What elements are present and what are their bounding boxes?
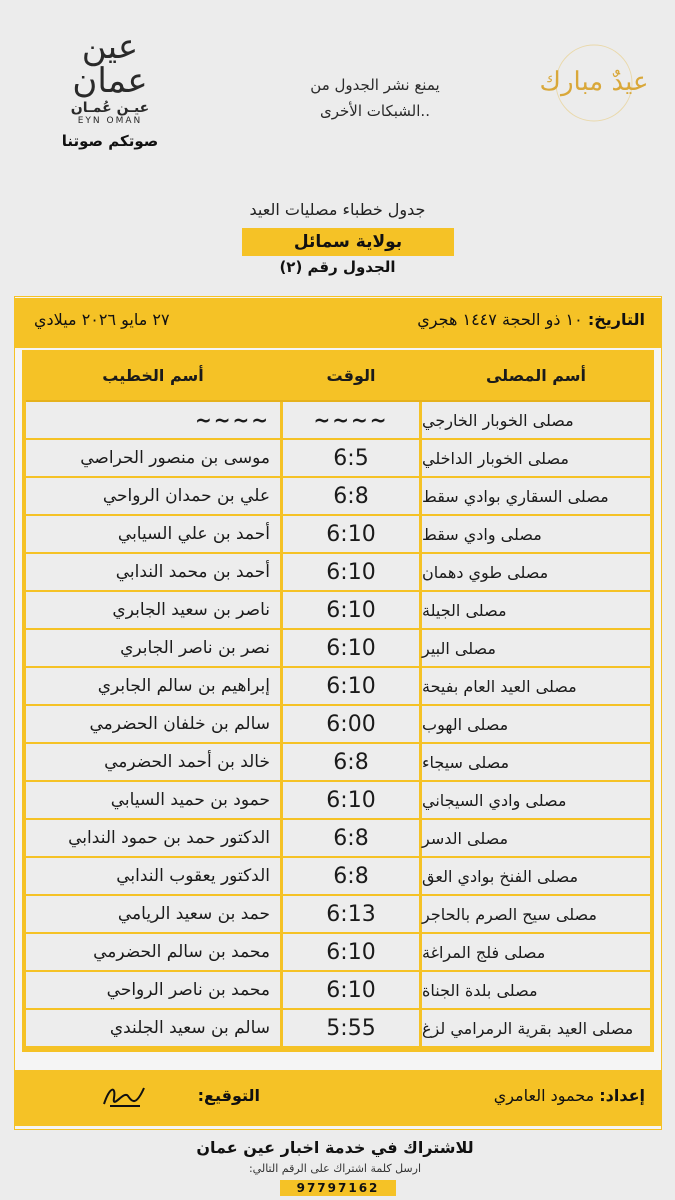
- signature-scribble: [100, 1080, 150, 1112]
- table-row: [26, 782, 650, 820]
- hijri-date: [300, 310, 645, 329]
- khatib-cell: محمد بن ناصر الرواحي: [106, 980, 270, 1000]
- mosque-cell: مصلى السقاري بوادي سقط: [422, 486, 609, 506]
- brand-logo-text: عين عمان: [72, 27, 148, 101]
- time-cell: 6:10: [280, 630, 422, 666]
- prepared-label: إعداد:: [599, 1086, 645, 1105]
- table-row: [26, 630, 650, 668]
- table-row: [26, 668, 650, 706]
- time-cell: 6:10: [280, 782, 422, 818]
- mosque-cell: مصلى الجيلة: [422, 600, 507, 620]
- khatib-cell: سالم بن خلفان الحضرمي: [89, 714, 270, 734]
- time-cell: 6:13: [280, 896, 422, 932]
- brand-slogan: صوتكم صوتنا: [61, 132, 159, 150]
- mosque-cell: مصلى البير: [422, 638, 496, 658]
- signature-label: التوقيع:: [197, 1086, 260, 1105]
- time-cell: 6:8: [280, 820, 422, 856]
- header-time: الوقت: [326, 365, 376, 385]
- table-row: [26, 516, 650, 554]
- khatib-cell: سالم بن سعيد الجلندي: [109, 1018, 270, 1038]
- notice-line-2: الشبكات الأخرى..: [320, 102, 430, 120]
- mosque-cell: مصلى الخوبار الداخلي: [422, 448, 569, 468]
- table-row: [26, 744, 650, 782]
- phone-number: 97797162: [280, 1180, 396, 1196]
- header-khatib: أسم الخطيب: [102, 365, 204, 385]
- mosque-cell: مصلى وادي سقط: [422, 524, 542, 544]
- subscribe-hint: ارسل كلمة اشتراك على الرقم التالي:: [248, 1162, 422, 1175]
- table-row: [26, 972, 650, 1010]
- khatib-cell: نصر بن ناصر الجابري: [120, 638, 270, 658]
- time-cell: 6:8: [280, 478, 422, 514]
- mosque-cell: مصلى سيجاء: [422, 752, 510, 772]
- mosque-cell: مصلى طوي دهمان: [422, 562, 549, 582]
- mosque-cell: مصلى سيح الصرم بالحاجر: [422, 904, 597, 924]
- page-title: جدول خطباء مصليات العيد: [249, 200, 426, 219]
- table-row: [26, 706, 650, 744]
- time-cell: 6:10: [280, 516, 422, 552]
- table-header-row: [26, 350, 650, 402]
- table-row: [26, 478, 650, 516]
- table-row: [26, 934, 650, 972]
- khatib-cell: خالد بن أحمد الحضرمي: [104, 752, 270, 772]
- wilayat-title: بولاية سمائل: [242, 228, 454, 256]
- brand-name-en: EYN OMAN: [77, 116, 143, 126]
- notice-line-1: يمنع نشر الجدول من: [310, 76, 440, 94]
- table-number: الجدول رقم (٢): [279, 258, 396, 276]
- notice-text: [250, 72, 500, 124]
- table-row: [26, 554, 650, 592]
- mosque-cell: مصلى الدسر: [422, 828, 509, 848]
- table-row: [26, 440, 650, 478]
- table-row: [26, 896, 650, 934]
- time-cell: 6:5: [280, 440, 422, 476]
- time-cell: 6:10: [280, 972, 422, 1008]
- khatib-cell: أحمد بن علي السيابي: [117, 524, 270, 544]
- table-row: [26, 820, 650, 858]
- khatib-cell: أحمد بن محمد الندابي: [115, 562, 270, 582]
- table-row: [26, 592, 650, 630]
- khatib-cell: ~~~~: [194, 408, 270, 432]
- eid-mubarak-logo: [539, 38, 649, 128]
- gregorian-date: ٢٧ مايو ٢٠٢٦ ميلادي: [34, 310, 170, 329]
- table-row: [26, 402, 650, 440]
- date-label: التاريخ:: [587, 310, 645, 329]
- table-row: [26, 1010, 650, 1048]
- mosque-cell: مصلى الفنخ بوادي العق: [422, 866, 579, 886]
- mosque-cell: مصلى الخوبار الخارجي: [422, 410, 574, 430]
- khatib-cell: موسى بن منصور الحراصي: [80, 448, 270, 468]
- subscribe-line: للاشتراك في خدمة اخبار عين عمان: [196, 1138, 474, 1157]
- time-cell: 6:10: [280, 554, 422, 590]
- header-mosque: أسم المصلى: [485, 365, 587, 385]
- time-cell: 6:10: [280, 668, 422, 704]
- time-cell: 6:10: [280, 592, 422, 628]
- table-row: [26, 858, 650, 896]
- khatib-cell: إبراهيم بن سالم الجابري: [97, 676, 270, 696]
- eyn-oman-logo: [55, 27, 165, 150]
- prepared-by: [400, 1086, 645, 1105]
- khatib-cell: حمود بن حميد السيابي: [110, 790, 270, 810]
- mosque-cell: مصلى العيد العام بفيحة: [422, 676, 577, 696]
- khatib-cell: علي بن حمدان الرواحي: [102, 486, 270, 506]
- mosque-cell: مصلى بلدة الجناة: [422, 980, 538, 1000]
- prepared-name: محمود العامري: [493, 1086, 595, 1105]
- time-cell: 6:8: [280, 744, 422, 780]
- time-cell: 5:55: [280, 1010, 422, 1046]
- khatib-cell: محمد بن سالم الحضرمي: [93, 942, 270, 962]
- time-cell: 6:00: [280, 706, 422, 742]
- time-cell: ~~~~: [280, 402, 422, 438]
- mosque-cell: مصلى وادي السيجاني: [422, 790, 567, 810]
- schedule-table: [22, 350, 654, 1052]
- mosque-cell: مصلى الهوب: [422, 714, 509, 734]
- khatib-cell: الدكتور يعقوب الندابي: [116, 866, 270, 886]
- eid-logo-text: عيدٌ مبارك: [539, 67, 649, 97]
- brand-name-ar: عيـن عُمـان: [70, 100, 150, 116]
- time-cell: 6:8: [280, 858, 422, 894]
- mosque-cell: مصلى العيد بقرية الرمرامي لزغ: [422, 1018, 634, 1038]
- khatib-cell: الدكتور حمد بن حمود الندابي: [68, 828, 270, 848]
- khatib-cell: ناصر بن سعيد الجابري: [112, 600, 270, 620]
- hijri-date-value: ١٠ ذو الحجة ١٤٤٧ هجري: [417, 310, 583, 329]
- mosque-cell: مصلى فلج المراغة: [422, 942, 546, 962]
- time-cell: 6:10: [280, 934, 422, 970]
- khatib-cell: حمد بن سعيد الريامي: [117, 904, 270, 924]
